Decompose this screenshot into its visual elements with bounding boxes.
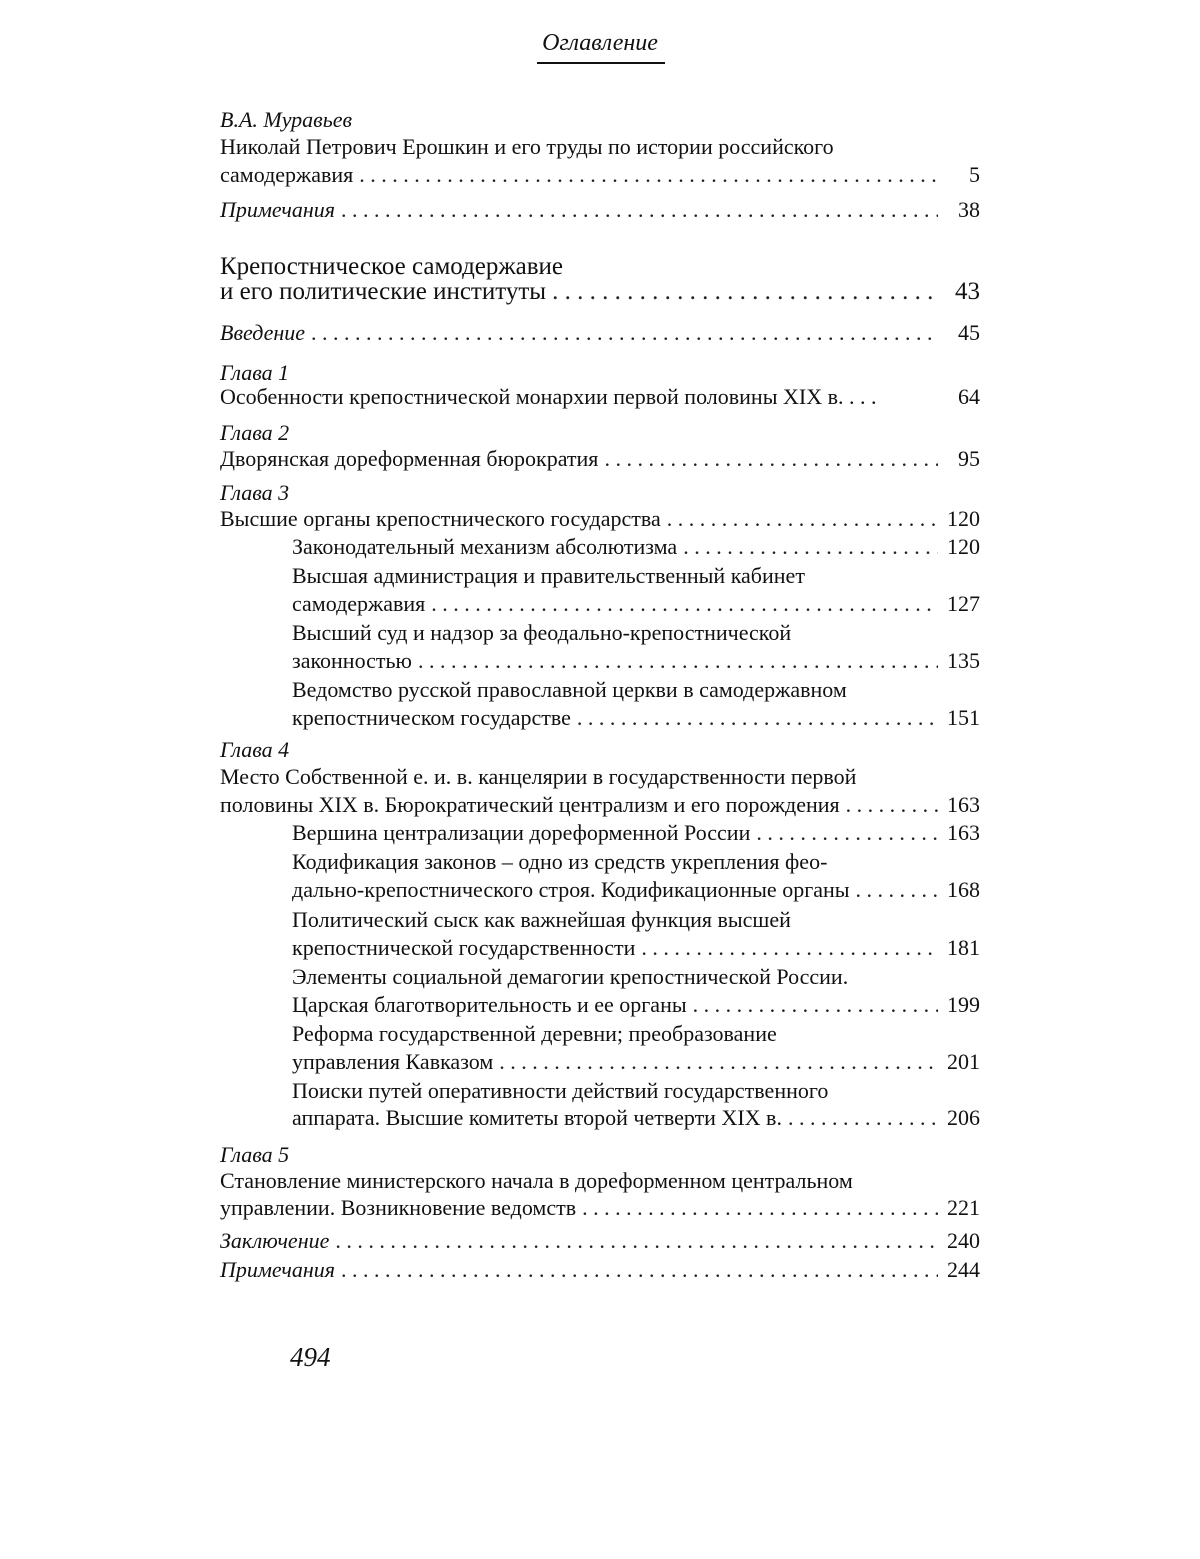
- toc-entry[interactable]: крепостническом государстве . . . 151: [292, 704, 980, 732]
- toc-line: Николай Петрович Ерошкин и его труды по истории российского: [220, 133, 980, 161]
- toc-entry[interactable]: Царская благотворительность и ее органы . . . 199: [292, 991, 980, 1019]
- toc-entry[interactable]: самодержавия . . . 5: [220, 161, 980, 189]
- page-ref: 64: [946, 383, 980, 411]
- chapter-label: Глава 1: [220, 359, 980, 387]
- chapter-label: Глава 4: [220, 736, 980, 764]
- toc-line: Поиски путей оперативности действий государственного: [292, 1077, 980, 1105]
- title-underline: [537, 62, 665, 64]
- toc-line: Крепостническое самодержавие: [220, 253, 980, 281]
- page-ref: 163: [946, 791, 980, 819]
- toc-line: Становление министерского начала в дореформенном центральном: [220, 1167, 980, 1195]
- page-ref: 221: [946, 1194, 980, 1222]
- toc-line: Высший суд и надзор за феодально-крепостнической: [292, 619, 980, 647]
- toc-entry[interactable]: Примечания . . . 244: [220, 1256, 980, 1284]
- page-ref: 95: [946, 445, 980, 473]
- page-ref: 240: [946, 1227, 980, 1255]
- page-ref: 127: [946, 590, 980, 618]
- page-ref: 43: [946, 278, 980, 306]
- toc-entry[interactable]: законностью . . . 135: [292, 647, 980, 675]
- toc-entry[interactable]: самодержавия . . . 127: [292, 590, 980, 618]
- chapter-label: Глава 3: [220, 479, 980, 507]
- toc-entry[interactable]: и его политические институты . . . 43: [220, 278, 980, 306]
- toc-entry[interactable]: Введение . . . 45: [220, 319, 980, 347]
- page-ref: 181: [946, 934, 980, 962]
- page-ref: 135: [946, 647, 980, 675]
- toc-line: Элементы социальной демагогии крепостнической России.: [292, 963, 980, 991]
- toc-entry[interactable]: Заключение . . . 240: [220, 1227, 980, 1255]
- page-ref: 168: [946, 876, 980, 904]
- toc-author: В.А. Муравьев: [220, 106, 980, 134]
- page-ref: 38: [946, 196, 980, 224]
- toc-entry[interactable]: Особенности крепостнической монархии первой половины XIX в. . . . 64: [220, 383, 980, 411]
- toc-entry[interactable]: управления Кавказом . . . 201: [292, 1048, 980, 1076]
- page-ref: 120: [946, 505, 980, 533]
- page-ref: 5: [946, 161, 980, 189]
- page-ref: 163: [946, 819, 980, 847]
- toc-line: Место Собственной е. и. в. канцелярии в государственности первой: [220, 763, 980, 791]
- toc-entry[interactable]: крепостнической государственности . . . 181: [292, 934, 980, 962]
- toc-line: Реформа государственной деревни; преобразование: [292, 1020, 980, 1048]
- chapter-label: Глава 5: [220, 1141, 980, 1169]
- toc-entry[interactable]: Примечания . . . 38: [220, 196, 980, 224]
- toc-line: Высшая администрация и правительственный кабинет: [292, 562, 980, 590]
- toc-entry[interactable]: Высшие органы крепостнического государства . . . 120: [220, 505, 980, 533]
- toc-entry[interactable]: дально-крепостнического строя. Кодификационные органы . . . 168: [292, 876, 980, 904]
- page-ref: 199: [946, 991, 980, 1019]
- page-ref: 45: [946, 319, 980, 347]
- toc-entry[interactable]: Законодательный механизм абсолютизма . . . 120: [292, 533, 980, 561]
- page-number: 494: [290, 1342, 331, 1373]
- toc-entry[interactable]: управлении. Возникновение ведомств . . . 221: [220, 1194, 980, 1222]
- toc-line: Ведомство русской православной церкви в самодержавном: [292, 676, 980, 704]
- toc-entry[interactable]: половины XIX в. Бюрократический централизм и его порождения . . . 163: [220, 791, 980, 819]
- page-ref: 120: [946, 533, 980, 561]
- page-ref: 201: [946, 1048, 980, 1076]
- toc-entry[interactable]: Вершина централизации дореформенной России . . . 163: [292, 819, 980, 847]
- chapter-label: Глава 2: [220, 419, 980, 447]
- page-title: Оглавление: [0, 30, 1200, 57]
- page-ref: 206: [946, 1104, 980, 1132]
- toc-entry[interactable]: Дворянская дореформенная бюрократия . . . 95: [220, 445, 980, 473]
- page-ref: 151: [946, 704, 980, 732]
- toc-line: Кодификация законов – одно из средств укрепления фео-: [292, 848, 980, 876]
- page-ref: 244: [946, 1256, 980, 1284]
- toc-entry[interactable]: аппарата. Высшие комитеты второй четверти XIX в. . . . 206: [292, 1104, 980, 1132]
- toc-line: Политический сыск как важнейшая функция высшей: [292, 906, 980, 934]
